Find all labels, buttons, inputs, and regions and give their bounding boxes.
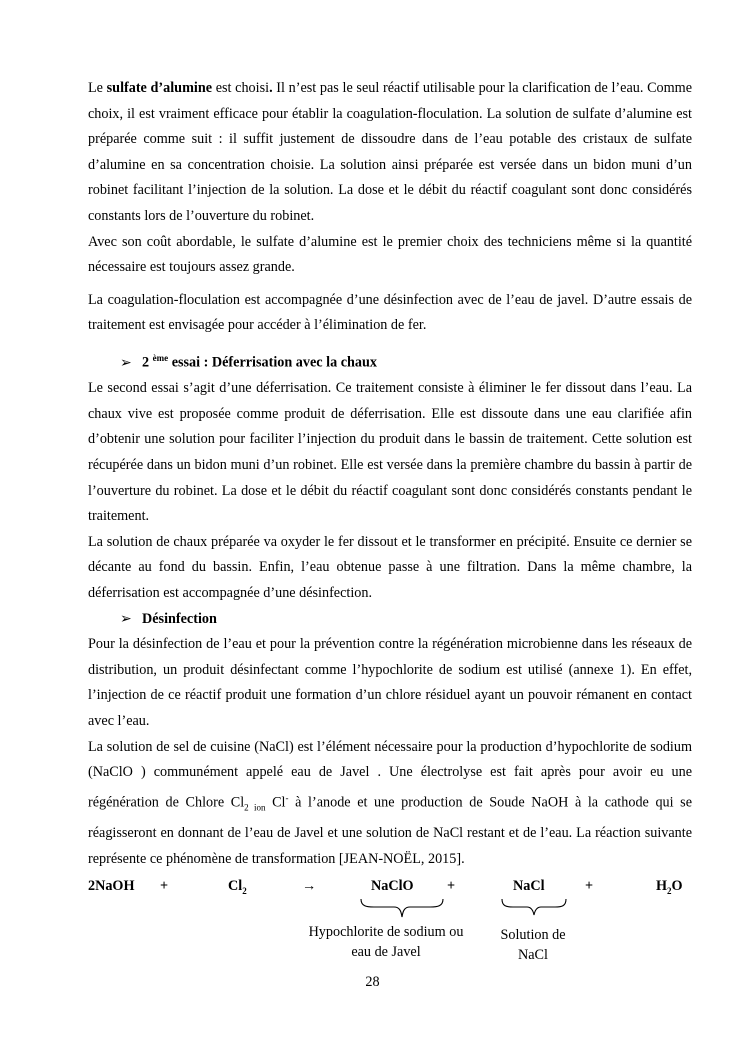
eq-nacl: NaCl — [513, 878, 545, 894]
text: . — [269, 80, 273, 96]
label-line: eau de Javel — [351, 944, 421, 960]
text: Il n’est pas le seul réactif utilisable pour la clarification de l’eau. Comme choix, il est vraiment efficace pour établir la coagulation-floculation. La solution de sulfate d’alumine est préparée comme suit : il suffit justement de dissoudre dans de l’eau potable des cristaux de sulfate d’alumine en sa concentration choisie. La solution ainsi préparée est versée dans un bidon muni d’un robinet facilitant l’injection de la solution. La dose et le débit du réactif coagulant sont donc considérés constants lors de l’ouverture du robinet. — [88, 80, 693, 224]
page-number: 28 — [365, 974, 380, 990]
body-text — [88, 76, 692, 872]
label-naclo — [296, 922, 476, 962]
brace-nacl — [501, 898, 567, 920]
paragraph-cost: Avec son coût abordable, le sulfate d’alumine est le premier choix des techniciens même si la quantité nécessaire est toujours assez grande. — [88, 233, 692, 276]
eq-h2o — [656, 878, 683, 896]
text: H — [656, 878, 668, 894]
text: Désinfection — [142, 610, 217, 627]
text: O — [671, 878, 683, 894]
text: Le — [88, 80, 107, 96]
text: est choisi — [212, 80, 270, 96]
heading-desinfection — [88, 607, 692, 633]
paragraph-coagulation: La coagulation-floculation est accompagnée d’une désinfection avec de l’eau de javel. D’autre essais de traitement est envisagée pour accéder à l’élimination de fer. — [88, 291, 692, 334]
brace-naclo — [360, 898, 444, 920]
subscript: 2 — [242, 885, 247, 896]
superscript: ème — [152, 352, 169, 363]
eq-naoh: 2NaOH — [88, 878, 135, 894]
eq-plus: + — [447, 878, 456, 894]
subscript: 2 ion — [244, 802, 266, 813]
subscript: 2 — [667, 885, 672, 896]
text: 2 — [142, 354, 150, 371]
paragraph-sulfate — [88, 76, 692, 230]
text: Cl — [265, 794, 286, 811]
paragraph-desinfection: Pour la désinfection de l’eau et pour la prévention contre la régénération microbienne dans les réseaux de distribution, un produit désinfectant comme l’hypochlorite de sodium est utilisé (annexe 1). En effet, l’injection de ce réactif produit une formation d’un chlore résiduel ayant un pouvoir rémanent en contact avec l’eau. — [88, 636, 692, 729]
paragraph-electrolyse — [88, 735, 692, 873]
arrow-bullet-icon: ➢ — [120, 610, 132, 627]
paragraph-deferrisation: Le second essai s’agit d’une déferrisation. Ce traitement consiste à éliminer le fer dissout dans l’eau. La chaux vive est proposée comme produit de déferrisation. Elle est dissoute dans une eau clarifiée afin d’obtenir une solution pour faciliter l’injection du produit dans le bassin de traitement. Cette solution est récupérée dans un bidon muni d’un robinet. Elle est versée dans la première chambre du bassin à partir de l’ouverture du robinet. La dose et le débit du réactif coagulant sont donc considérés constants pendant le traitement. — [88, 380, 692, 525]
bold-term: sulfate d’alumine — [106, 80, 213, 96]
text: La solution de sel de cuisine (NaCl) est l’élément nécessaire pour la production d’hypochlorite de sodium (NaClO ) communément appelé eau de Javel . Une électrolyse est fait après pour avoir eu une régénération de Chlore Cl — [88, 738, 692, 811]
label-line: NaCl — [518, 947, 548, 963]
paragraph-chaux: La solution de chaux préparée va oxyder le fer dissout et le transformer en précipité. Ensuite ce dernier se décante au fond du bassin. Enfin, l’eau obtenue passe à une filtration. Dans la même chambre, la déferrisation est accompagnée d’une désinfection. — [88, 533, 692, 602]
eq-naclo: NaClO — [371, 878, 414, 894]
eq-cl2 — [228, 878, 247, 896]
label-nacl — [487, 925, 579, 965]
text: Cl — [228, 878, 243, 894]
eq-plus: + — [585, 878, 594, 894]
eq-plus: + — [160, 878, 169, 894]
eq-arrow: → — [302, 878, 317, 894]
text: essai : Déferrisation avec la chaux — [168, 354, 377, 371]
text: à l’anode et une production de Soude NaOH à la cathode qui se réagisseront en donnant de l’eau de Javel et une solution de NaCl restant et de l’eau. La réaction suivante représente ce phénomène de transformation [JEAN-NOËL, 2015]. — [88, 794, 693, 867]
heading-deferrisation — [88, 346, 692, 376]
label-line: Solution de — [500, 927, 566, 943]
arrow-bullet-icon: ➢ — [120, 354, 132, 371]
label-line: Hypochlorite de sodium ou — [308, 924, 464, 940]
superscript: - — [285, 792, 289, 803]
